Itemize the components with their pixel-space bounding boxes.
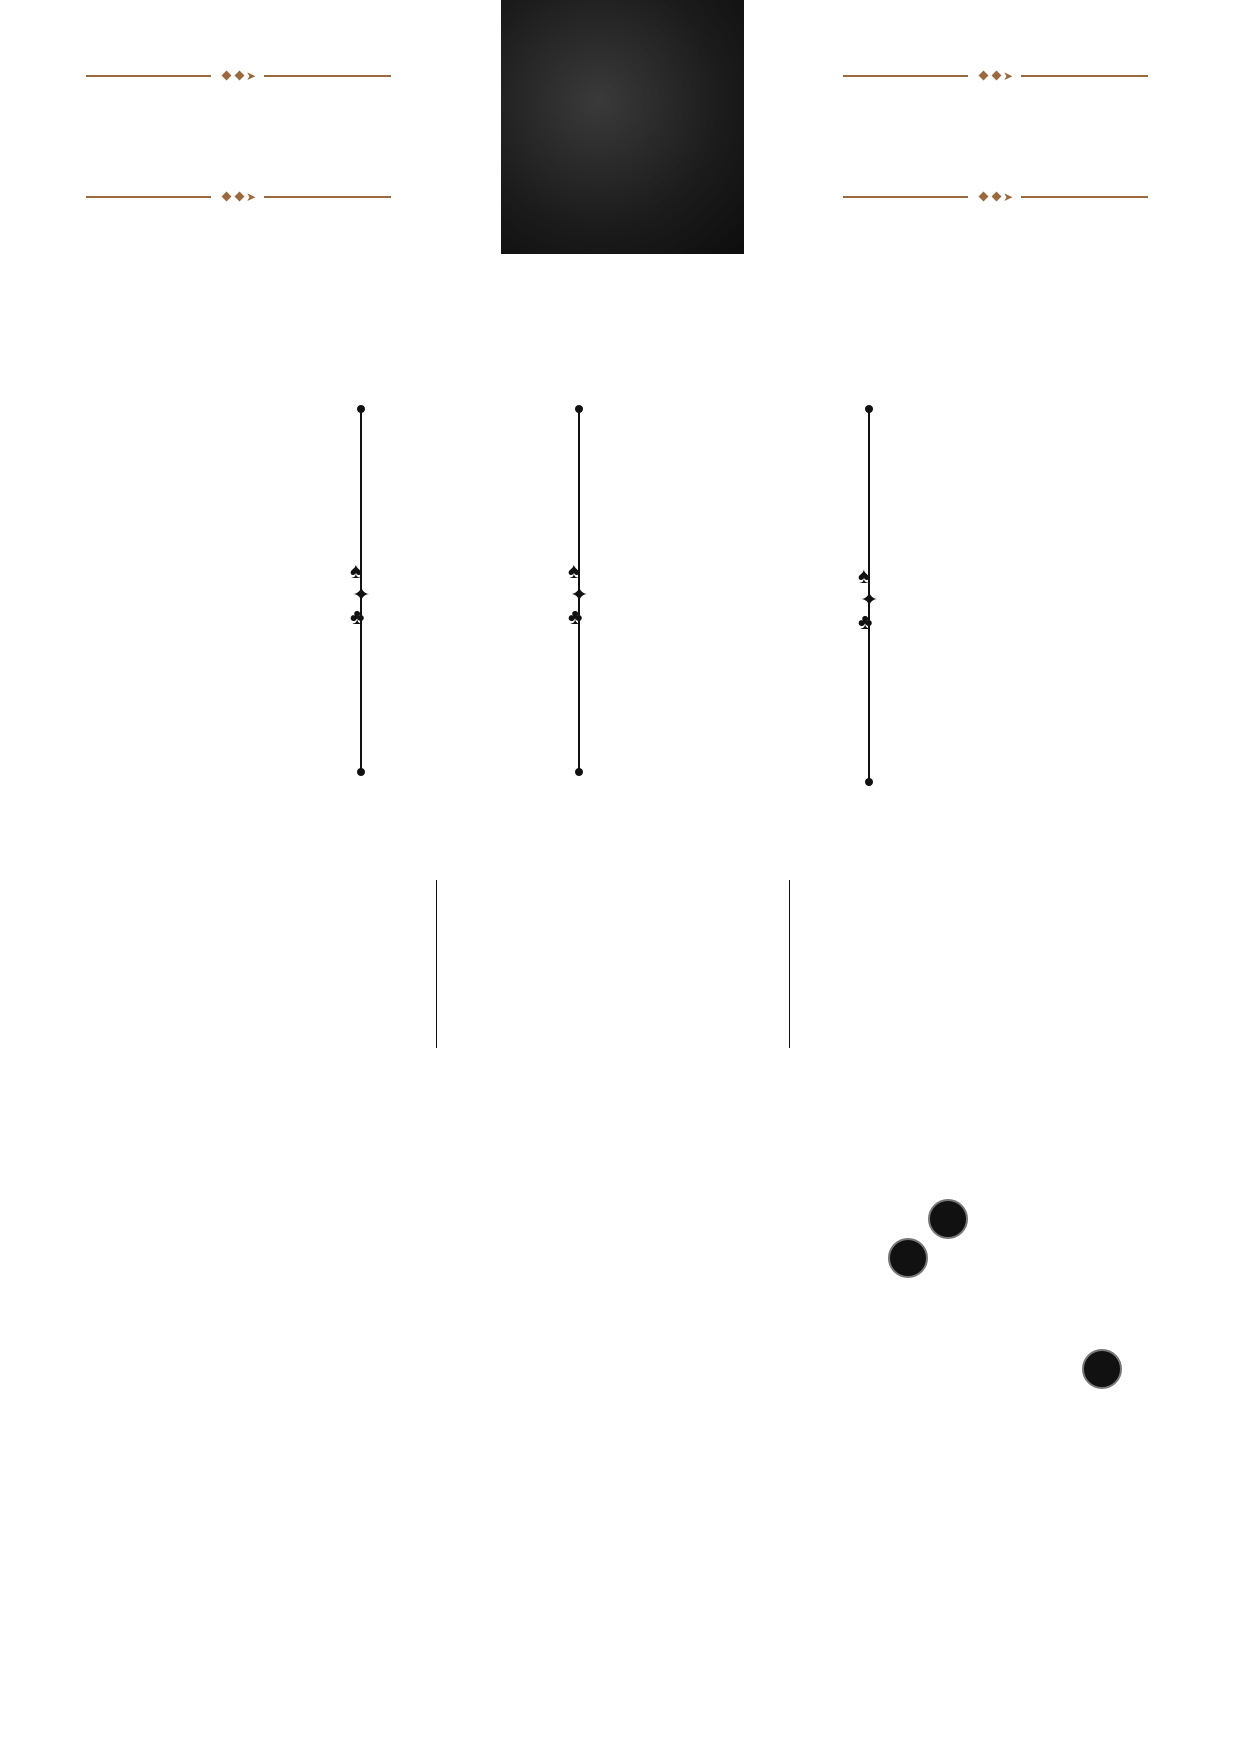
divider-end (575, 405, 583, 413)
ornament-divider: ➤ (86, 69, 391, 83)
tulip-ornament: ♣ (350, 604, 365, 629)
ornament-divider: ➤ (86, 190, 391, 204)
divider-end (575, 768, 583, 776)
diamond-ornament: ✦ (860, 587, 879, 612)
divider-end (357, 405, 365, 413)
divider-end (865, 778, 873, 786)
great-taste-badge (1082, 1349, 1122, 1389)
tulip-ornament: ♣ (858, 609, 873, 634)
column-divider (436, 880, 437, 1048)
great-taste-badge (928, 1199, 968, 1239)
tulip-ornament: ♠ (568, 558, 580, 583)
great-taste-badge (888, 1238, 928, 1278)
ornament-divider: ➤ (843, 190, 1148, 204)
divider-end (357, 768, 365, 776)
diamond-ornament: ✦ (352, 582, 371, 607)
tulip-ornament: ♣ (568, 604, 583, 629)
diamond-ornament: ✦ (570, 582, 589, 607)
ornament-divider: ➤ (843, 69, 1148, 83)
tulip-ornament: ♠ (858, 563, 870, 588)
tulip-ornament: ♠ (350, 558, 362, 583)
divider-end (865, 405, 873, 413)
column-divider (789, 880, 790, 1048)
bar23-logo (501, 0, 744, 254)
